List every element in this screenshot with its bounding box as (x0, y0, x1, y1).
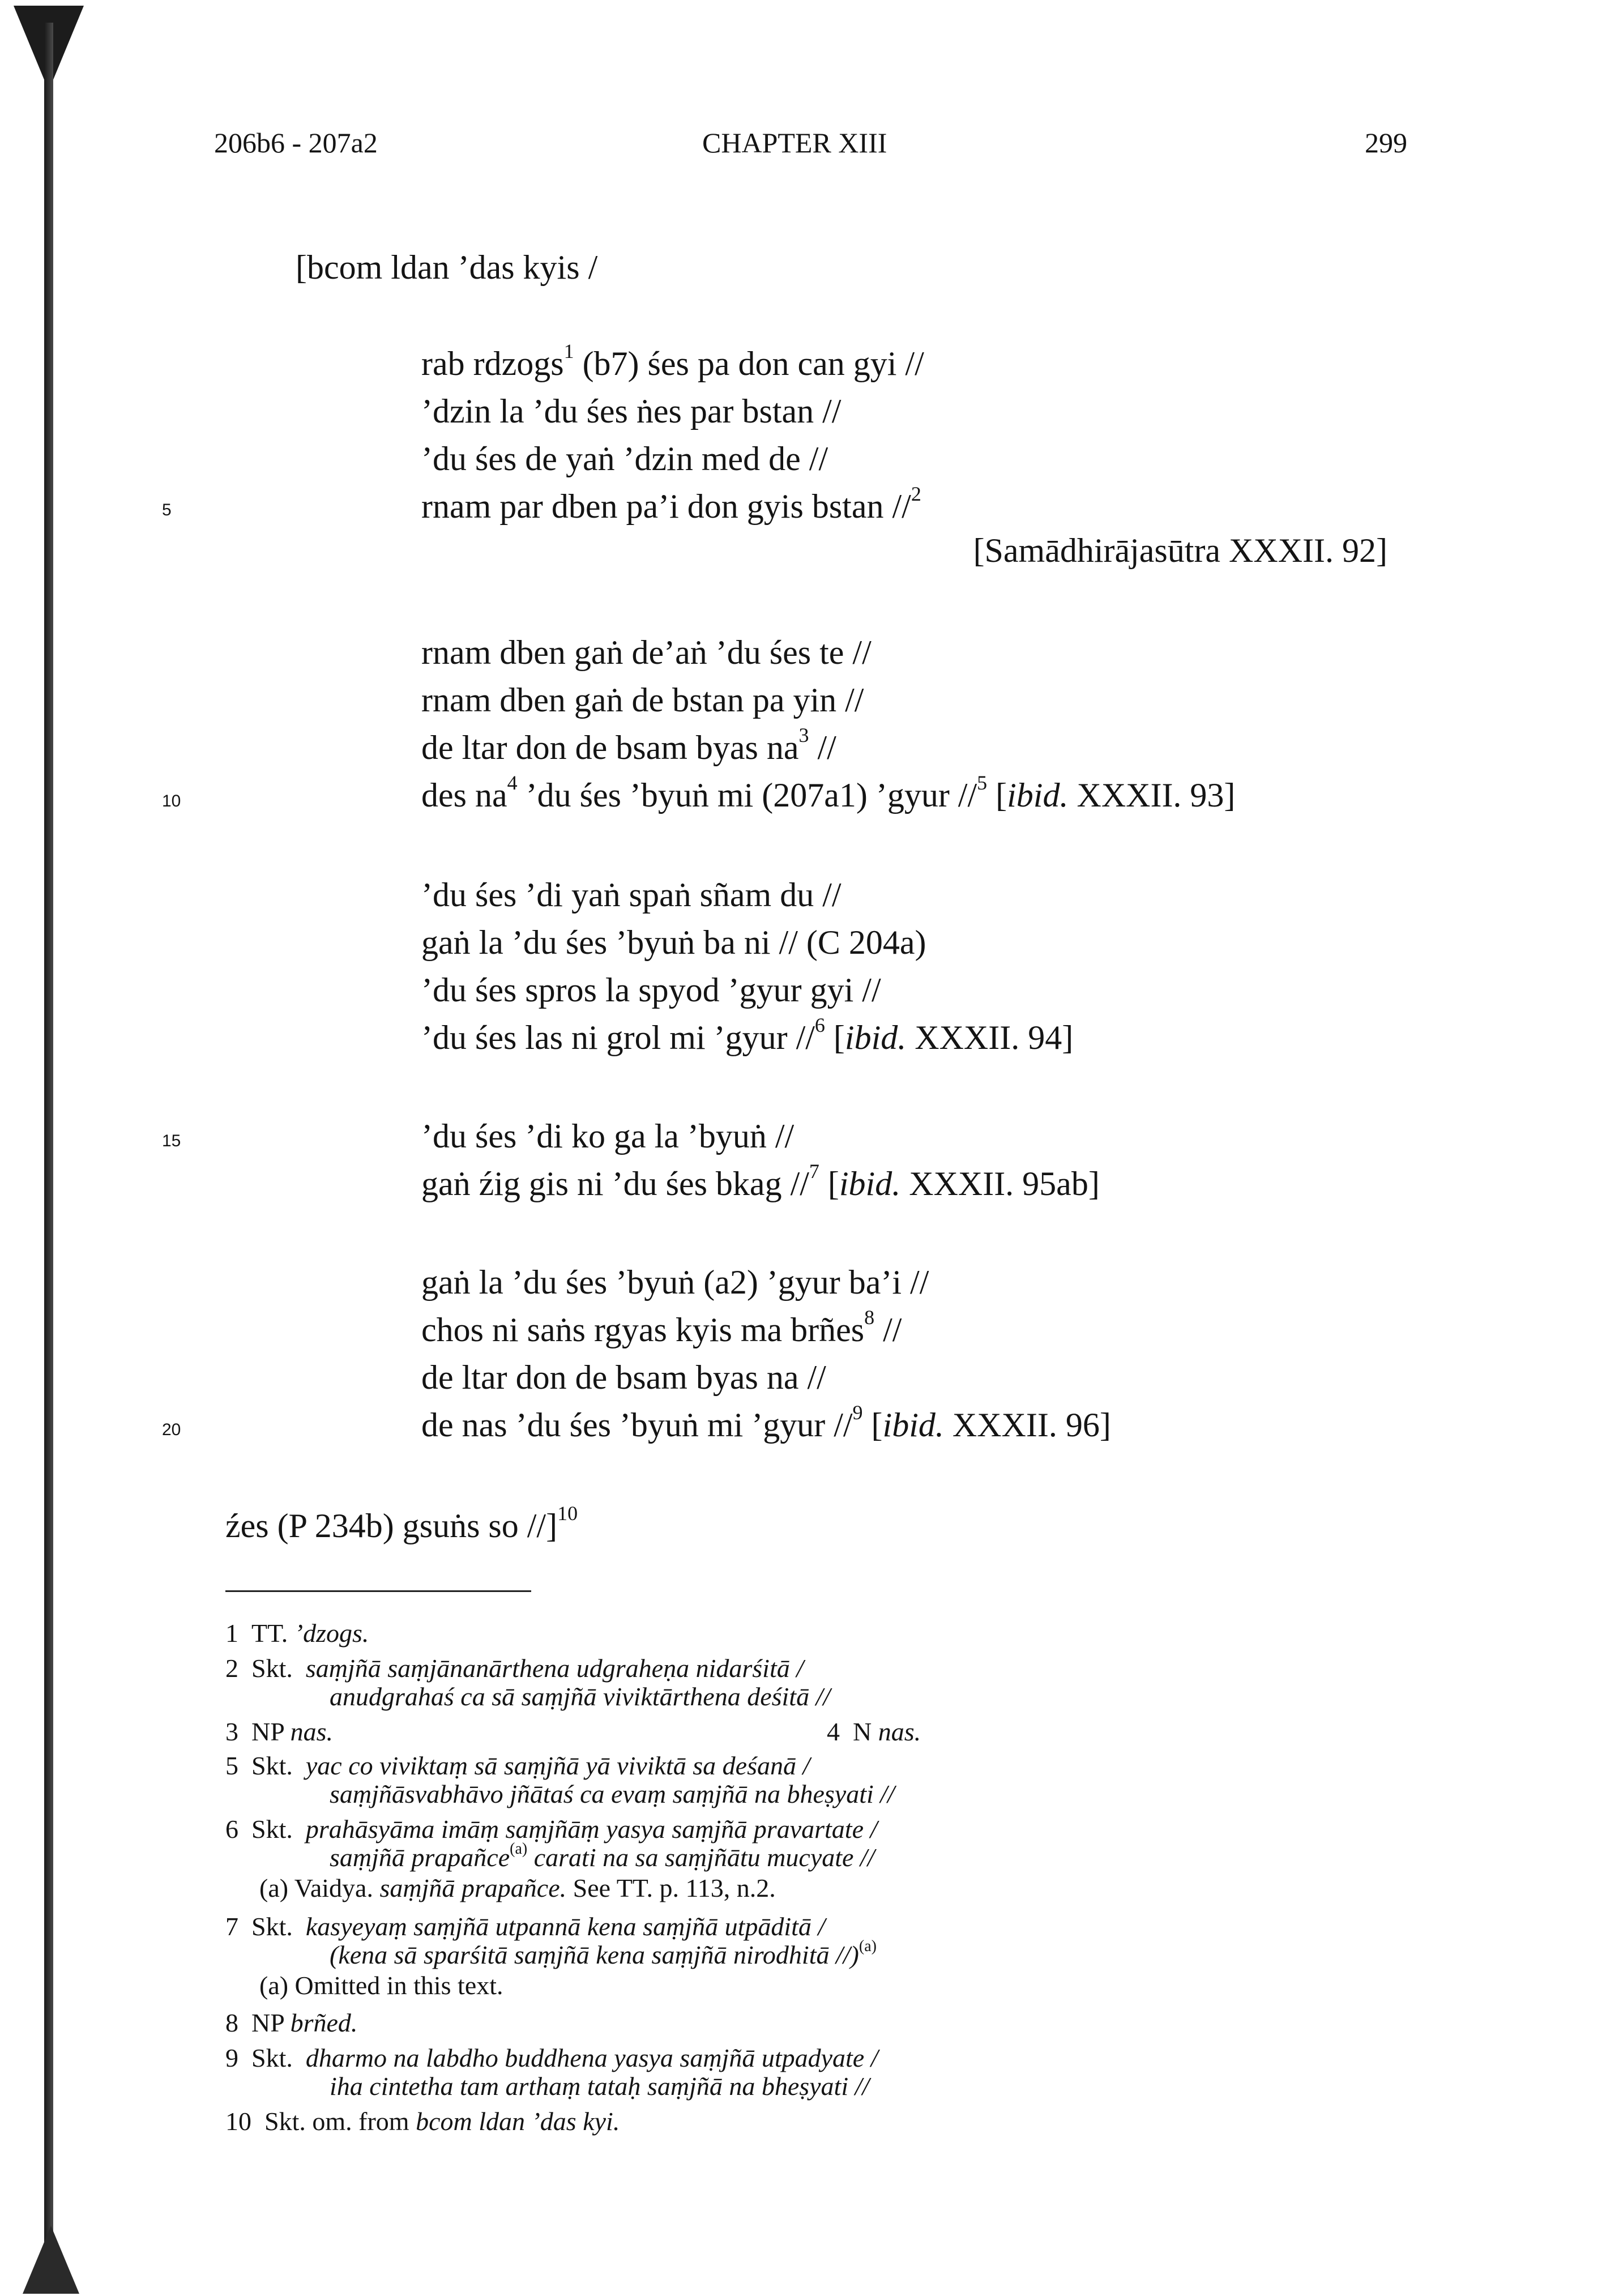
stanza2-line4: des $na^4$ ’du śes ’byuṅ mi (207a1) ’gyur //$^5$ [ibid. XXXII. 93] (421, 771, 1236, 814)
footnote-ref-4: 4 (507, 771, 518, 794)
footnote-7-cont: (kena sā sparśitā saṃjñā kena saṃjñā nirodhitā //)$^{(a)}$ (330, 1937, 877, 1969)
footnote-ref-10: 10 (557, 1502, 578, 1525)
footnote-6-cont: saṃjñā prapañce$^{(a)}$ carati na sa saṃjñātu mucyate // (330, 1840, 875, 1872)
footnote-ref-6: 6 (814, 1014, 825, 1036)
line-number-15: 15 (162, 1132, 181, 1150)
stanza2-line2: rnam dben gaṅ de bstan pa yin // (421, 681, 864, 719)
line-number-10: 10 (162, 792, 181, 810)
footnote-6-subnote: (a) Vaidya. saṃjñā prapañce. See TT. p. 113, n.2. (259, 1873, 776, 1902)
footnote-rule (225, 1590, 531, 1592)
stanza5-line1: gaṅ la ’du śes ’byuṅ (a2) ’gyur ba’i // (421, 1264, 929, 1301)
stanza4-line1: ’du śes ’di ko ga la ’byuṅ // (421, 1117, 795, 1155)
footnote-ref-9: 9 (852, 1401, 863, 1424)
stanza2-line3: de ltar don de bsam byas $na^3$ // (421, 724, 836, 766)
stanza1-line2: ’dzin la ’du śes ṅes par bstan // (421, 392, 842, 430)
header-folio-range: 206b6 - 207a2 (214, 127, 378, 159)
binding-edge (44, 23, 53, 2282)
stanza3-line2: gaṅ la ’du śes ’byuṅ ba ni // (C 204a) (421, 924, 926, 961)
stanza5-line3: de ltar don de bsam byas na // (421, 1359, 826, 1396)
page-number: 299 (1365, 127, 1407, 159)
stanza3-line1: ’du śes ’di yaṅ spaṅ sñam du // (421, 876, 842, 914)
footnote-6: 6 Skt. prahāsyāma imāṃ saṃjñāṃ yasya saṃjñā pravartate / (225, 1815, 878, 1843)
footnote-2: 2 Skt. saṃjñā saṃjānanārthena udgraheṇa nidarśitā / (225, 1654, 804, 1683)
footnote-9-cont: iha cintetha tam arthaṃ tataḥ saṃjñā na bheṣyati // (330, 2072, 870, 2101)
footnote-9: 9 Skt. dharmo na labdho buddhena yasya saṃjñā utpadyate / (225, 2043, 878, 2072)
footnote-ref-8: 8 (864, 1306, 875, 1329)
footnote-2-cont: anudgrahaś ca sā saṃjñā viviktārthena deśitā // (330, 1682, 831, 1711)
footnote-ref-5: 5 (977, 771, 988, 794)
line-number-20: 20 (162, 1420, 181, 1439)
stanza5-line4: de nas ’du śes ’byuṅ mi ’gyur //$^9$ [ibid. XXXII. 96] (421, 1401, 1111, 1444)
header-chapter: CHAPTER XIII (702, 127, 887, 159)
stanza1-line4: rnam par dben pa’i don gyis bstan //$^2$ (421, 483, 921, 525)
footnote-ref-2: 2 (911, 483, 921, 505)
footnote-5: 5 Skt. yac co viviktaṃ sā saṃjñā yā viviktā sa deśanā / (225, 1751, 810, 1780)
footnote-7: 7 Skt. kasyeyaṃ saṃjñā utpannā kena saṃjñā utpāditā / (225, 1912, 826, 1941)
intro-line: [bcom ldan ’das kyis / (296, 249, 598, 286)
footnote-1: 1 TT. ’dzogs. (225, 1619, 369, 1648)
stanza1-line1: rab rdzogs$^1$ (b7) śes pa don can gyi // (421, 340, 924, 382)
footnote-8: 8 NP brñed. (225, 2008, 358, 2037)
stanza4-line2: gaṅ źig gis ni ’du śes bkag //$^7$ [ibid. XXXII. 95ab] (421, 1160, 1100, 1202)
stanza1-line3: ’du śes de yaṅ ’dzin med de // (421, 440, 828, 477)
line-number-5: 5 (162, 501, 172, 519)
footnote-5-cont: saṃjñāsvabhāvo jñātaś ca evaṃ saṃjñā na bheṣyati // (330, 1779, 895, 1808)
footnote-ref-7: 7 (809, 1160, 819, 1183)
stanza3-line4: ’du śes las ni grol mi ’gyur //$^6$ [ibid. XXXII. 94] (421, 1014, 1074, 1056)
stanza2-line1: rnam dben gaṅ de’aṅ ’du śes te // (421, 634, 872, 671)
binding-edge-bottom (23, 2226, 79, 2294)
stanza3-line3: ’du śes spros la spyod ’gyur gyi // (421, 971, 881, 1009)
footnote-ref-1: 1 (563, 340, 574, 362)
footnote-10: 10 Skt. om. from bcom ldan ’das kyi. (225, 2107, 620, 2136)
footnote-3: 3 NP nas. (225, 1717, 334, 1746)
closing-line: źes (P 234b) gsuṅs so //]$^{10}$ (225, 1502, 578, 1544)
stanza1-reference: [Samādhirājasūtra XXXII. 92] (973, 532, 1387, 569)
footnote-4: 4 N nas. (827, 1717, 921, 1746)
footnote-ref-3: 3 (798, 724, 809, 746)
stanza5-line2: chos ni saṅs rgyas kyis ma brñes$^8$ // (421, 1306, 902, 1348)
footnote-7-subnote: (a) Omitted in this text. (259, 1971, 503, 2000)
